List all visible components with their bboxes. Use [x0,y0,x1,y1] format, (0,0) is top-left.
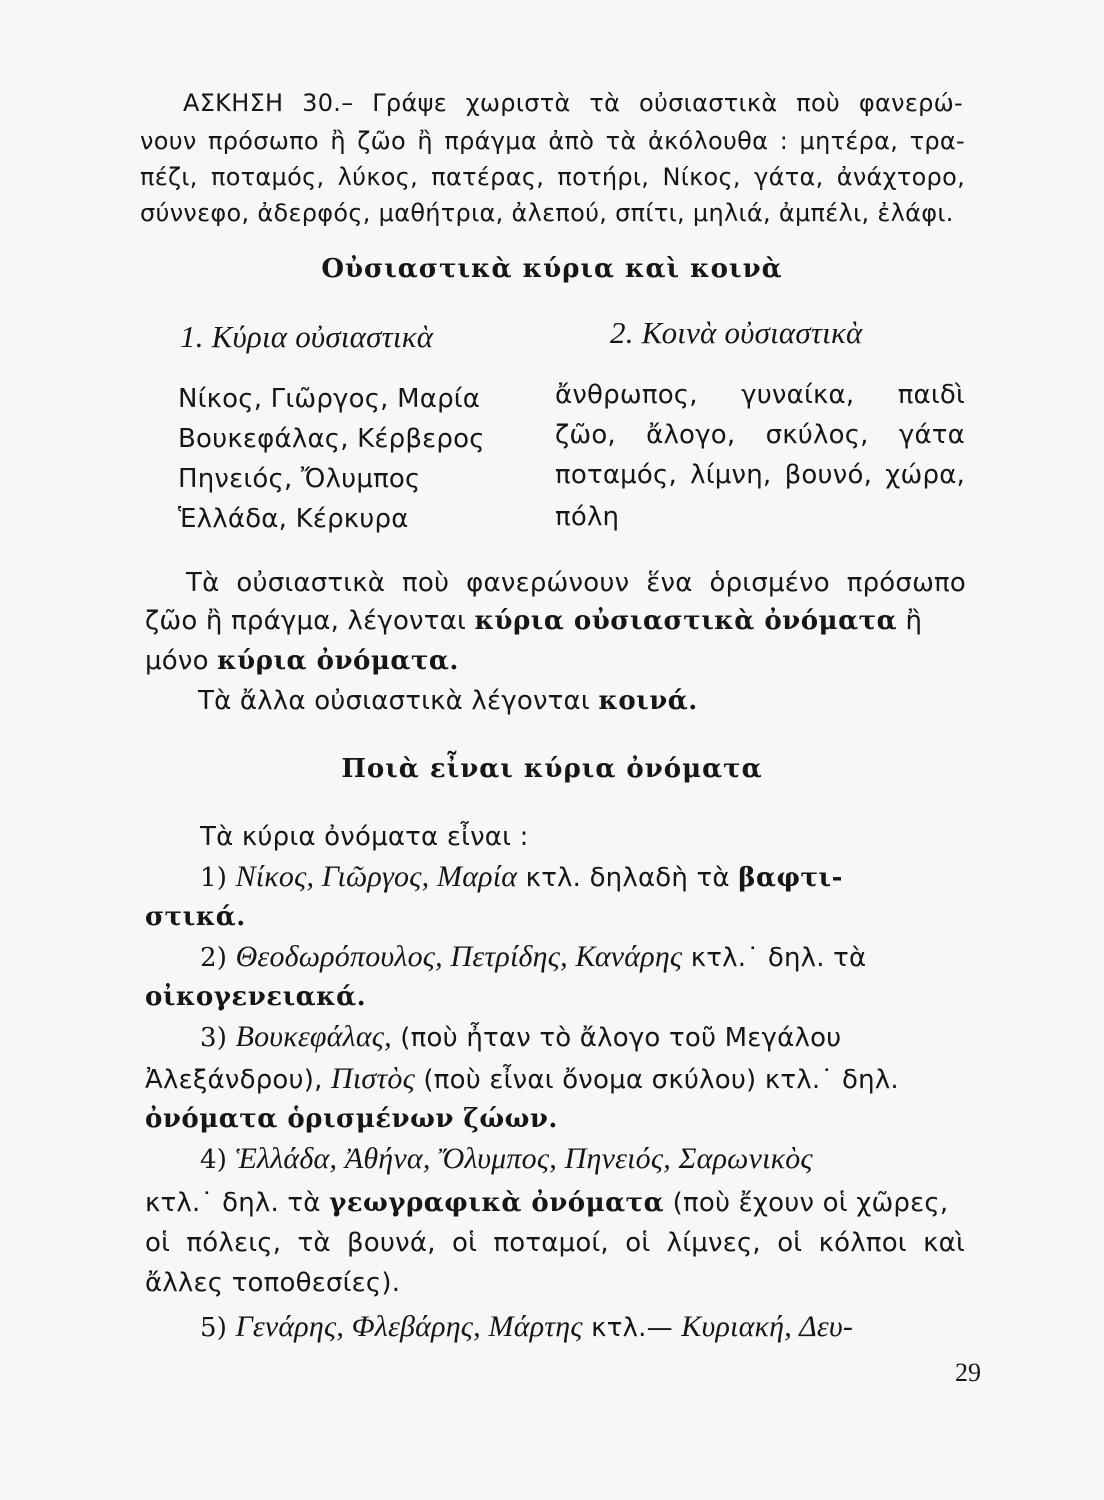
definition-text: μόνο [145,646,218,676]
column-header-proper: 1. Κύρια οὐσιαστικὰ [180,319,434,354]
item-3-line-2 [145,1062,899,1097]
item-5-line-1 [200,1310,853,1345]
proper-nouns-row-2: Βουκεφάλας, Κέρβερος [178,424,485,454]
item-examples: Κυριακή, Δευ- [681,1310,854,1343]
item-examples: Ἑλλάδα, Ἀθήνα, Ὄλυμπος, Πηνειός, Σαρωνικὸς [235,1142,813,1175]
item-examples: Βουκεφάλας, [235,1020,392,1053]
item-term: βαφτι- [738,863,843,893]
common-nouns-row-2: ζῶο, ἄλογο, σκύλος, γάτα [555,420,965,450]
exercise-line-1: ΑΣΚΗΣΗ 30.– Γράψε χωριστὰ τὰ οὐσιαστικὰ ποὺ φανερώ- [183,89,963,117]
section-title: Οὐσιαστικὰ κύρια καὶ κοινὰ [321,254,783,284]
item-3-line-1 [200,1020,841,1055]
proper-nouns-row-3: Πηνειός, Ὄλυμπος [178,464,421,494]
item-term: ὀνόματα ὁρισμένων ζώων. [145,1104,558,1134]
definition-text: ζῶο ἢ πράγμα, λέγονται [145,606,475,636]
item-examples: Γενάρης, Φλεβάρης, Μάρτης [235,1310,583,1343]
exercise-line-2: νουν πρόσωπο ἢ ζῶο ἢ πράγμα ἀπὸ τὰ ἀκόλουθα : μητέρα, τρα- [140,127,965,155]
item-term: στικά. [145,902,246,932]
item-term: γεωγραφικὰ ὀνόματα [329,1188,665,1218]
common-nouns-row-4: πόλη [555,502,620,532]
proper-nouns-row-1: Νίκος, Γιῶργος, Μαρία [178,384,481,414]
item-number: 5) [200,1313,228,1343]
definition-text: ἢ [897,606,923,636]
definition-term: κύρια ὀνόματα. [217,646,459,676]
item-3-line-3 [145,1102,558,1136]
item-text: κτλ.— [582,1313,682,1343]
item-4-line-3: οἱ πόλεις, τὰ βουνά, οἱ ποταμοί, οἱ λίμνες, οἱ κόλποι καὶ [145,1228,965,1258]
definition-term: κοινά. [598,686,698,716]
definition-text: Τὰ ἄλλα οὐσιαστικὰ λέγονται [198,686,599,716]
item-examples: Νίκος, Γιῶργος, Μαρία [235,860,518,893]
intro-line: Τὰ κύρια ὀνόματα εἶναι : [200,822,529,852]
item-number: 4) [200,1145,228,1175]
exercise-line-4: σύννεφο, ἀδερφός, μαθήτρια, ἀλεπού, σπίτι, μηλιά, ἀμπέλι, ἐλάφι. [140,199,954,227]
definition-line-1: Τὰ οὐσιαστικὰ ποὺ φανερώνουν ἕνα ὁρισμένο πρόσωπο [186,568,966,598]
item-number: 3) [200,1023,228,1053]
proper-nouns-row-4: Ἑλλάδα, Κέρκυρα [178,504,409,534]
item-text: (ποὺ εἶναι ὄνομα σκύλου) κτλ.˙ δηλ. [414,1065,899,1095]
item-text: κτλ. δηλαδὴ τὰ [517,863,739,893]
item-2-line-1 [200,940,866,975]
item-examples: Θεοδωρόπουλος, Πετρίδης, Κανάρης [235,940,683,973]
item-4-line-2 [145,1186,948,1220]
definition-term: κύρια οὐσιαστικὰ ὀνόματα [474,606,898,636]
subtitle: Ποιὰ εἶναι κύρια ὀνόματα [341,754,763,784]
item-number: 1) [200,863,228,893]
page-number: 29 [955,1358,981,1387]
item-1-line-2 [145,900,246,934]
item-4-line-1 [200,1142,813,1177]
common-nouns-row-1: ἄνθρωπος, γυναίκα, παιδὶ [555,380,965,410]
item-term: οἰκογενειακά. [145,982,367,1012]
item-text: (ποὺ ἦταν τὸ ἄλογο τοῦ Μεγάλου [391,1023,842,1053]
item-text: (ποὺ ἔχουν οἱ χῶρες, [664,1188,949,1218]
item-1-line-1 [200,860,843,895]
definition-line-2 [145,604,922,638]
column-header-common: 2. Κοινὰ οὐσιαστικὰ [610,315,863,350]
item-4-line-4: ἄλλες τοποθεσίες). [145,1268,401,1298]
item-examples: Πιστὸς [331,1062,415,1095]
common-nouns-row-3: ποταμός, λίμνη, βουνό, χώρα, [555,460,965,490]
item-number: 2) [200,943,228,973]
item-text: κτλ.˙ δηλ. τὰ [145,1188,330,1218]
item-text: κτλ.˙ δηλ. τὰ [682,943,867,973]
item-2-line-2 [145,980,366,1014]
definition-line-4 [198,684,698,718]
item-text: Ἀλεξάνδρου), [145,1065,332,1095]
definition-line-3 [145,644,459,678]
exercise-line-3: πέζι, ποταμός, λύκος, πατέρας, ποτήρι, Νίκος, γάτα, ἀνάχτορο, [140,163,965,191]
